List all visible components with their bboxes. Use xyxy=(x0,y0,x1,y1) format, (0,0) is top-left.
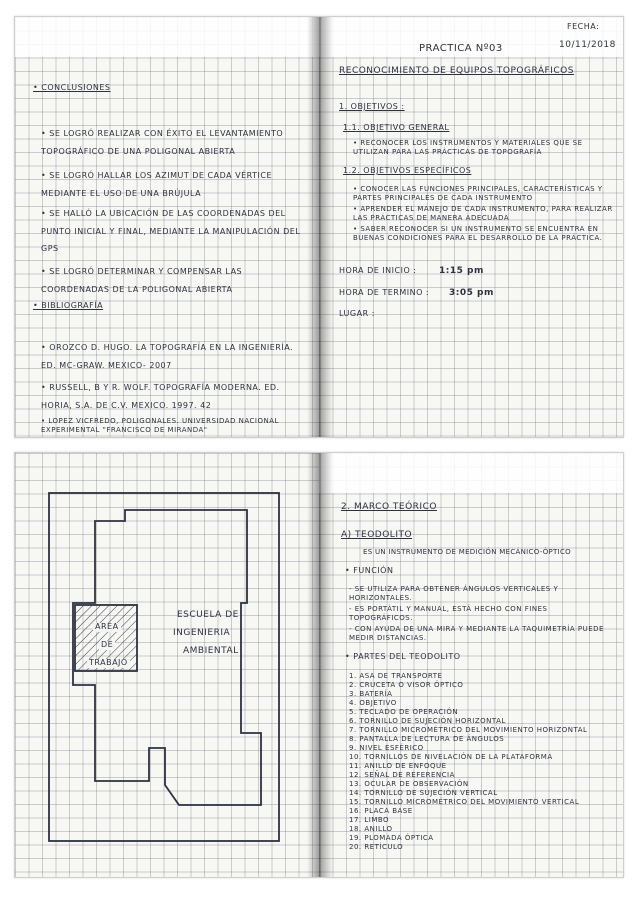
specific-objectives-title: 1.2. OBJETIVOS ESPECÍFICOS xyxy=(343,166,472,175)
school-label-line1: ESCUELA DE xyxy=(177,610,239,620)
site-map-drawing xyxy=(15,453,319,877)
subsection-title: A) TEODOLITO xyxy=(341,530,413,540)
end-time-label: HORA DE TERMINO : xyxy=(339,288,430,297)
function-item: - CON AYUDA DE UNA MIRA Y MEDIANTE LA TAQUIMETRÍA PUEDE MEDIR DISTANCIAS. xyxy=(349,625,604,642)
part-item: 3. BATERÍA xyxy=(349,690,393,698)
conclusions-title: • CONCLUSIONES xyxy=(33,83,111,92)
work-area-label-line2: DE xyxy=(101,640,114,649)
page-gutter-shadow xyxy=(307,17,333,437)
part-item: 4. OBJETIVO xyxy=(349,699,397,707)
part-item: 20. RETÍCULO xyxy=(349,843,404,851)
function-title: • FUNCIÓN xyxy=(345,566,394,575)
section-title: 2. MARCO TEÓRICO xyxy=(341,502,437,512)
page-theoretical-framework xyxy=(319,453,623,877)
part-item: 2. CRUCETA O VISOR ÓPTICO xyxy=(349,681,464,689)
part-item: 12. SEÑAL DE REFERENCIA xyxy=(349,771,455,779)
start-time-label: HORA DE INICIO : xyxy=(339,266,417,275)
part-item: 13. OCULAR DE OBSERVACIÓN xyxy=(349,780,469,788)
conclusion-item: • SE HALLÓ LA UBICACIÓN DE LAS COORDENADAS DEL PUNTO INICIAL Y FINAL, MEDIANTE LA MANIPULACIÓN DEL GPS xyxy=(41,205,303,258)
part-item: 17. LIMBO xyxy=(349,816,390,824)
part-item: 6. TORNILLO DE SUJECIÓN HORIZONTAL xyxy=(349,717,506,725)
part-item: 11. ANILLO DE ENFOQUE xyxy=(349,762,447,770)
conclusion-item: • SE LOGRÓ HALLAR LOS AZIMUT DE CADA VÉRTICE MEDIANTE EL USO DE UNA BRÚJULA xyxy=(41,167,303,202)
page-objectives xyxy=(319,17,623,437)
school-label-line2: INGENIERIA xyxy=(173,628,231,638)
work-area-label-line1: AREA xyxy=(95,622,119,631)
part-item: 15. TORNILLO MICROMÉTRICO DEL MOVIMIENTO VERTICAL xyxy=(349,798,580,806)
part-item: 14. TORNILLO DE SUJECIÓN VERTICAL xyxy=(349,789,498,797)
bibliography-item: • RUSSELL, B Y R. WOLF. TOPOGRAFÍA MODERNA. ED. HORIA, S.A. DE C.V. MEXICO. 1997. 42 xyxy=(41,379,303,414)
notebook-spread-top xyxy=(14,16,624,438)
page-conclusions xyxy=(15,17,319,437)
part-item: 10. TORNILLOS DE NIVELACIÓN DE LA PLATAFORMA xyxy=(349,753,553,761)
part-item: 8. PANTALLA DE LECTURA DE ÁNGULOS xyxy=(349,735,505,743)
notebook-spread-bottom xyxy=(14,452,624,878)
general-objective-title: 1.1. OBJETIVO GENERAL xyxy=(343,123,450,132)
date-label: FECHA: xyxy=(567,22,600,31)
part-item: 7. TORNILLO MICROMÉTRICO DEL MOVIMIENTO HORIZONTAL xyxy=(349,726,588,734)
work-area-label-line3: TRABAJO xyxy=(89,658,128,667)
conclusion-item: • SE LOGRÓ DETERMINAR Y COMPENSAR LAS COORDENADAS DE LA POLIGONAL ABIERTA xyxy=(41,263,303,298)
part-item: 19. PLOMADA ÓPTICA xyxy=(349,834,434,842)
school-label-line3: AMBIENTAL xyxy=(183,646,239,656)
part-item: 18. ANILLO xyxy=(349,825,393,833)
specific-objective-item: • SABER RECONOCER SI UN INSTRUMENTO SE ENCUENTRA EN BUENAS CONDICIONES PARA EL DESARROLLO DE LA PRÁCTICA. xyxy=(353,225,615,243)
page-site-map xyxy=(15,453,319,877)
part-item: 9. NIVEL ESFÉRICO xyxy=(349,744,424,752)
function-item: - SE UTILIZA PARA OBTENER ÁNGULOS VERTICALES Y HORIZONTALES. xyxy=(349,585,559,602)
page-header-band xyxy=(15,17,319,57)
conclusion-item: • SE LOGRÓ REALIZAR CON ÉXITO EL LEVANTAMIENTO TOPOGRÁFICO DE UNA POLIGONAL ABIERTA xyxy=(41,125,309,160)
part-item: 1. ASA DE TRANSPORTE xyxy=(349,672,443,680)
bibliography-title: • BIBLIOGRAFÍA xyxy=(33,301,104,310)
theodolite-definition: ES UN INSTRUMENTO DE MEDICIÓN MECÁNICO-ÓPTICO xyxy=(363,548,571,556)
objectives-title: 1. OBJETIVOS : xyxy=(339,102,405,111)
place-label: LUGAR : xyxy=(339,309,375,318)
end-time-value: 3:05 pm xyxy=(449,288,494,298)
start-time-value: 1:15 pm xyxy=(439,266,484,276)
part-item: 16. PLACA BASE xyxy=(349,807,413,815)
function-item: - ES PORTÁTIL Y MANUAL, ESTÁ HECHO CON FINES TOPOGRÁFICOS. xyxy=(349,605,548,622)
date-value: 10/11/2018 xyxy=(559,40,616,50)
general-objective-text: • RECONOCER LOS INSTRUMENTOS Y MATERIALES QUE SE UTILIZAN PARA LAS PRÁCTICAS DE TOPOGRAFÍA xyxy=(353,139,615,157)
practice-title: PRACTICA Nº03 xyxy=(419,43,503,54)
page-gutter-shadow xyxy=(307,453,333,877)
bibliography-item: • LOPEZ VICFREDO, POLIGONALES. UNIVERSIDAD NACIONAL EXPERIMENTAL "FRANCISCO DE MIRANDA" xyxy=(41,417,303,435)
part-item: 5. TECLADO DE OPERACIÓN xyxy=(349,708,459,716)
parts-title: • PARTES DEL TEODOLITO xyxy=(345,652,461,661)
bibliography-item: • OROZCO D. HUGO. LA TOPOGRAFÍA EN LA INGENIERÍA. ED. MC-GRAW. MEXICO- 2007 xyxy=(41,339,303,374)
specific-objective-item: • CONOCER LAS FUNCIONES PRINCIPALES, CARACTERÍSTICAS Y PARTES PRINCIPALES DE CADA INSTRUMENTO xyxy=(353,185,615,203)
main-title: RECONOCIMIENTO DE EQUIPOS TOPOGRÁFICOS xyxy=(339,66,574,76)
specific-objective-item: • APRENDER EL MANEJO DE CADA INSTRUMENTO, PARA REALIZAR LAS PRÁCTICAS DE MANERA ADECUADA xyxy=(353,205,615,223)
page-header-band xyxy=(319,453,623,493)
